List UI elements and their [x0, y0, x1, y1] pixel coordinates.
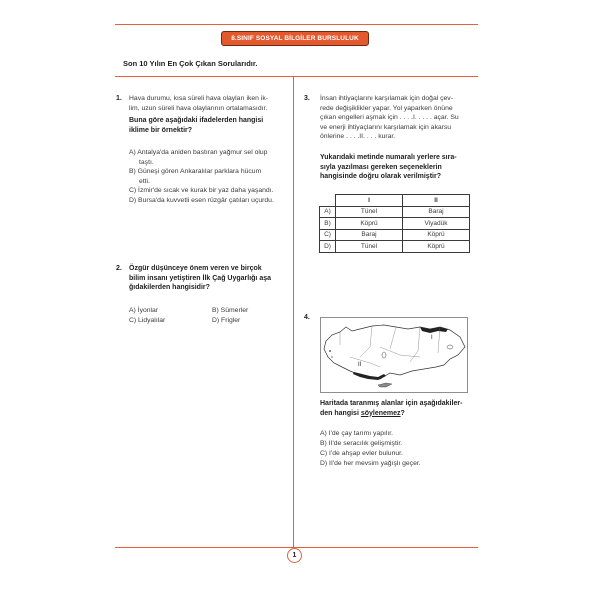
- q4-number: 4.: [304, 314, 310, 321]
- top-rule: [115, 24, 478, 25]
- emphasis-word: söylenemez: [360, 409, 401, 417]
- q4-option-d[interactable]: D) II'de her mevsim yağışlı geçer.: [320, 460, 421, 467]
- q3-answer-table: [319, 194, 470, 253]
- map-label-one: I: [431, 335, 433, 341]
- q4-option-b[interactable]: B) II'de seracılık gelişmiştir.: [320, 440, 403, 447]
- q3-number: 3.: [304, 95, 310, 102]
- table-header-ii: II: [403, 195, 470, 207]
- q1-text: Hava durumu, kısa süreli hava olayları iken ik- lim, uzun süreli hava olaylarının ortalamasıdır.: [129, 95, 269, 112]
- column-divider: [293, 77, 294, 548]
- q1-number: 1.: [116, 95, 122, 102]
- q4-question: Haritada taranmış alanlar için aşağıdakiler- den hangisi söylenemez?: [320, 400, 463, 417]
- q1-option-b[interactable]: B) Güneşi gören Ankaralılar parklara hücum etti.: [129, 168, 262, 185]
- q3-question: Yukarıdaki metinde numaralı yerlere sıra- sıyla yazılması gereken seçeneklerin hangisinde doğru olarak verilmiştir?: [320, 154, 457, 180]
- q1-option-d[interactable]: D) Bursa'da kuvvetli esen rüzgâr çatıları uçurdu.: [129, 197, 274, 204]
- q2-option-c[interactable]: C) Lidyalılar: [129, 317, 166, 324]
- q2-option-d[interactable]: D) Frigler: [212, 317, 241, 324]
- q2-option-b[interactable]: B) Sümerler: [212, 307, 249, 314]
- q2-question: Özgür düşünceye önem veren ve birçok bilim insanı yetiştiren İlk Çağ Uygarlığı aşa ğıdakilerden hangisidir?: [129, 265, 271, 291]
- q1-option-a[interactable]: A) Antalya'da aniden bastıran yağmur sel olup taştı.: [129, 149, 268, 166]
- q1-question: Buna göre aşağıdaki ifadelerden hangisi iklime bir örnektir?: [129, 117, 264, 134]
- q2-option-a[interactable]: A) İyonlar: [129, 307, 159, 314]
- table-row-d[interactable]: D) Tünel Köprü: [320, 241, 470, 253]
- q4-option-c[interactable]: C) I'de ahşap evler bulunur.: [320, 450, 403, 457]
- table-row-a[interactable]: A) Tünel Baraj: [320, 206, 470, 218]
- subtitle: Son 10 Yılın En Çok Çıkan Sorularıdır.: [123, 59, 258, 68]
- subtitle-rule: [115, 76, 478, 77]
- q2-number: 2.: [116, 265, 122, 272]
- blank-two: . . . .II. . . .: [346, 133, 377, 140]
- q3-text: İnsan ihtiyaçlarını karşılamak için doğal çev- rede değişiklikler yapar. Yol yaparken önüne çıkan engelleri aşmak için . . . .I. . . . . açar. Su ve enerji ihtiyaçlarını karşılamak için akarsu önlerine . . . .II. . . . kurar.: [320, 95, 459, 140]
- table-row-b[interactable]: B) Köprü Viyadük: [320, 218, 470, 230]
- map-label-two: II: [358, 362, 362, 368]
- blank-one: . . . .I. . . . .: [399, 114, 432, 121]
- table-row-c[interactable]: C) Baraj Köprü: [320, 229, 470, 241]
- q1-option-c[interactable]: C) İzmir'de sıcak ve kurak bir yaz daha yaşandı.: [129, 187, 274, 194]
- banner-title: 8.SINIF SOSYAL BİLGİLER BURSLULUK: [221, 31, 369, 46]
- page-number: 1: [287, 548, 302, 563]
- table-header-i: I: [336, 195, 403, 207]
- turkey-map: [320, 317, 468, 393]
- q4-option-a[interactable]: A) I'de çay tarımı yapılır.: [320, 430, 394, 437]
